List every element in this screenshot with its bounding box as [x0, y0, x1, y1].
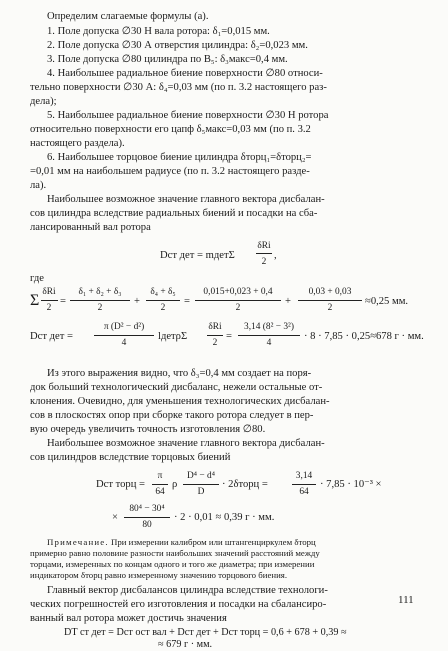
formula-1-denominator: 2 — [261, 257, 267, 267]
item-5-line-3: настоящего раздела). — [30, 138, 125, 149]
formula-4-denominator-3: 64 — [299, 487, 309, 497]
formula-5-line-2: ≈ 679 г · мм. — [158, 639, 213, 650]
item-6-line-2: =0,01 мм на наибольшем радиусе (по п. 3.2 настоящего разде- — [30, 166, 310, 177]
formula-3-numerator-2: δRi — [208, 322, 222, 332]
formula-2-denominator-4: 2 — [235, 303, 241, 313]
formula-4-denominator-1: 64 — [155, 487, 165, 497]
para-2-line-7: сов цилиндров вследствие торцовых биений — [30, 452, 231, 463]
where-label: где — [30, 273, 44, 284]
formula-3-equals: = — [226, 331, 232, 342]
para-3-line-2: ческих погрешностей его изготовления и посадки на сбалансиро- — [30, 599, 327, 610]
formula-2-denominator-2: 2 — [97, 303, 103, 313]
formula-1-numerator: δRi — [257, 241, 271, 251]
note-line-1-text: При измерении калибром или штангенциркулем δторц — [108, 537, 316, 547]
formula-2-bar-5 — [298, 300, 362, 301]
formula-4-middle: · 2δторц = — [222, 479, 268, 490]
formula-4-lhs: Dст торц = — [96, 479, 146, 490]
formula-4-bar-1 — [152, 484, 168, 485]
formula-3-middle: lдетρΣ — [158, 331, 188, 342]
formula-2-bar-4 — [195, 300, 281, 301]
para-1-line-3: лансированный вал ротора — [30, 222, 151, 233]
item-6-line-1: 6. Наибольшее торцовое биение цилиндра δторц₁=δторц₂= — [47, 152, 312, 163]
formula-4-denominator-4: 80 — [142, 520, 152, 530]
note-line-3: торцами, измеренных по концам одного и того же диаметра; при измерении — [30, 559, 315, 569]
item-3: 3. Поле допуска ∅80 цилиндра по В₅: δ₃макс=0,4 мм. — [47, 54, 288, 65]
intro-line: Определим слагаемые формулы (а). — [47, 11, 209, 22]
formula-4-numerator-3: 3,14 — [295, 471, 313, 481]
formula-4-numerator-2: D⁴ − d⁴ — [187, 471, 215, 481]
para-1-line-1: Наибольшее возможное значение главного вектора дисбалан- — [47, 194, 325, 205]
formula-4-rho: ρ — [172, 479, 178, 490]
formula-2-bar-2 — [70, 300, 130, 301]
note-line-2: примерно равно половине разности наибольших значений расстояний между — [30, 548, 320, 558]
para-3-line-3: ванный вал ротора может достичь значения — [30, 613, 227, 624]
formula-2-bar-1 — [41, 300, 58, 301]
formula-3-result: · 8 · 7,85 · 0,25≈678 г · мм. — [304, 331, 424, 342]
formula-2-denominator-3: 2 — [160, 303, 166, 313]
formula-4-tail: · 7,85 · 10⁻³ × — [320, 479, 382, 490]
para-2-line-6: Наибольшее возможное значение главного вектора дисбалан- — [47, 438, 325, 449]
note-label: Примечание. — [47, 537, 109, 547]
formula-3-bar-3 — [238, 335, 300, 336]
formula-3-lhs: Dст дет = — [30, 331, 73, 342]
item-5-line-2: относительно поверхности его цапф δ₅макс=0,03 мм (по п. 3.2 — [30, 124, 311, 135]
item-4-line-2: тельно поверхности ∅30 А: δ₄=0,03 мм (по п. 3.2 настоящего раз- — [30, 82, 327, 93]
formula-4-bar-4 — [124, 517, 170, 518]
formula-3-bar-1 — [94, 335, 154, 336]
item-5-line-1: 5. Наибольшее радиальное биение поверхности ∅30 Н ротора — [47, 110, 329, 121]
formula-3-denominator-3: 4 — [266, 338, 272, 348]
formula-4-result: · 2 · 0,01 ≈ 0,39 г · мм. — [174, 512, 275, 523]
formula-3-numerator-3: 3,14 (8² − 3²) — [244, 322, 294, 332]
item-4-line-1: 4. Наибольшее радиальное биение поверхности ∅80 относи- — [47, 68, 323, 79]
note-line-1 — [47, 537, 448, 548]
formula-4-numerator-4: 80⁴ − 30⁴ — [129, 504, 165, 514]
formula-1-tail: , — [274, 250, 277, 261]
formula-2-numerator-2: δ₁ + δ₂ + δ₃ — [78, 287, 122, 297]
item-4-line-3: дела); — [30, 96, 57, 107]
formula-3-denominator-2: 2 — [212, 338, 218, 348]
formula-5-line-1: DΤ ст дет = Dст ост вал + Dст дет + Dст торц = 0,6 + 678 + 0,39 ≈ — [64, 627, 347, 638]
para-1-line-2: сов цилиндра вследствие радиальных биений и посадки на сба- — [30, 208, 318, 219]
formula-2-plus-2: + — [285, 296, 291, 307]
item-1: 1. Поле допуска ∅30 Н вала ротора: δ₁=0,015 мм. — [47, 26, 270, 37]
item-6-line-3: ла). — [30, 180, 47, 191]
formula-1-lhs: Dст дет = mдетΣ — [160, 250, 235, 261]
formula-2-numerator-3: δ₄ + δ₅ — [150, 287, 176, 297]
formula-1-fraction-bar — [256, 253, 272, 254]
formula-2-numerator-4: 0,015+0,023 + 0,4 — [203, 287, 273, 297]
formula-3-denominator-1: 4 — [121, 338, 127, 348]
para-2-line-3: клонения. Очевидно, для уменьшения технологических дисбалан- — [30, 396, 330, 407]
formula-2-numerator-5: 0,03 + 0,03 — [308, 287, 352, 297]
para-2-line-4: сов в плоскостях опор при сборке такого ротора следует в пер- — [30, 410, 314, 421]
formula-2-denominator-5: 2 — [327, 303, 333, 313]
formula-2-bar-3 — [146, 300, 180, 301]
para-2-line-2: док больший технологический дисбаланс, нежели остальные от- — [30, 382, 323, 393]
page-number: 111 — [398, 594, 414, 606]
para-2-line-5: вую очередь увеличить точность изготовления ∅80. — [30, 424, 266, 435]
formula-2-denominator-1: 2 — [46, 303, 52, 313]
formula-4-times: × — [112, 512, 118, 523]
formula-2-numerator-1: δRi — [42, 287, 56, 297]
formula-2-plus-1: + — [134, 296, 140, 307]
formula-3-numerator-1: π (D² − d²) — [103, 322, 145, 332]
formula-4-bar-2 — [183, 484, 219, 485]
note-line-4: индикатором δторц равно измеренному значению торцового биения. — [30, 570, 288, 580]
formula-2-sigma: Σ — [30, 292, 40, 309]
item-2: 2. Поле допуска ∅30 А отверстия цилиндра: δ₂=0,023 мм. — [47, 40, 308, 51]
formula-4-numerator-1: π — [157, 471, 163, 481]
formula-4-denominator-2: D — [197, 487, 205, 497]
para-3-line-1: Главный вектор дисбалансов цилиндра вследствие технологи- — [47, 585, 328, 596]
formula-2-equals-1: = — [60, 296, 66, 307]
formula-3-bar-2 — [207, 335, 223, 336]
formula-4-bar-3 — [292, 484, 316, 485]
formula-2-equals-2: = — [184, 296, 190, 307]
para-2-line-1: Из этого выражения видно, что δ₃=0,4 мм создает на поря- — [47, 368, 312, 379]
formula-2-result: ≈0,25 мм. — [365, 296, 409, 307]
